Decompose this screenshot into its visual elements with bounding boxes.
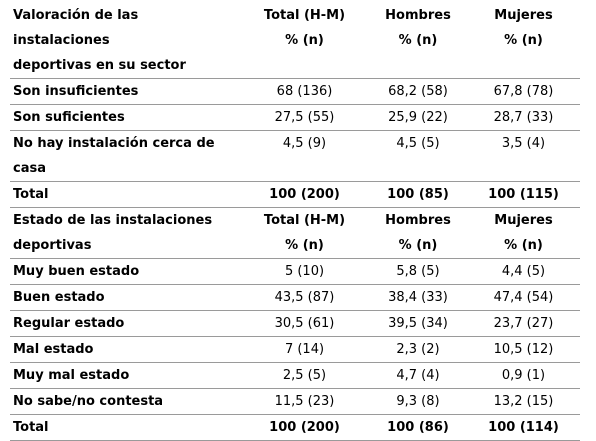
header-cell-mujeres [464, 208, 580, 259]
header-cell-label [10, 208, 237, 259]
cell-hombres: 2,3 (2) [369, 337, 464, 363]
header-line: deportivas [13, 238, 92, 253]
header-line: % (n) [504, 238, 543, 253]
cell-mujeres: 100 (115) [464, 182, 580, 208]
cell-label: No hay instalación cerca de casa [10, 131, 237, 182]
cell-total: 7 (14) [237, 337, 369, 363]
total-row [10, 182, 580, 208]
cell-hombres: 4,5 (5) [369, 131, 464, 182]
header-cell-mujeres [464, 3, 580, 79]
cell-total: 5 (10) [237, 259, 369, 285]
section-header-row [10, 3, 580, 79]
cell-hombres: 68,2 (58) [369, 79, 464, 105]
header-line: Hombres [385, 213, 451, 228]
total-row [10, 415, 580, 441]
cell-label: Mal estado [10, 337, 237, 363]
header-cell-hombres [369, 3, 464, 79]
header-line: Valoración de las instalaciones [13, 8, 139, 48]
cell-label: Total [10, 182, 237, 208]
table-row [10, 259, 580, 285]
header-line: % (n) [398, 33, 438, 48]
table-row [10, 285, 580, 311]
cell-total: 100 (200) [237, 415, 369, 441]
header-line: % (n) [504, 33, 543, 48]
table-row [10, 131, 580, 182]
cell-label: No sabe/no contesta [10, 389, 237, 415]
table-row [10, 337, 580, 363]
cell-mujeres: 100 (114) [464, 415, 580, 441]
cell-label: Buen estado [10, 285, 237, 311]
header-cell-total [237, 208, 369, 259]
header-line: Estado de las instalaciones [13, 213, 213, 228]
table-row [10, 311, 580, 337]
table-row [10, 363, 580, 389]
cell-label: Muy buen estado [10, 259, 237, 285]
cell-hombres: 100 (85) [369, 182, 464, 208]
cell-mujeres: 47,4 (54) [464, 285, 580, 311]
cell-label: Total [10, 415, 237, 441]
header-line: Mujeres [494, 213, 553, 228]
cell-mujeres: 28,7 (33) [464, 105, 580, 131]
cell-total: 11,5 (23) [237, 389, 369, 415]
header-line: Total (H-M) [263, 8, 346, 23]
cell-mujeres: 10,5 (12) [464, 337, 580, 363]
cell-total: 4,5 (9) [237, 131, 369, 182]
cell-total: 68 (136) [237, 79, 369, 105]
header-cell-total [237, 3, 369, 79]
header-line: % (n) [398, 238, 438, 253]
cell-total: 2,5 (5) [237, 363, 369, 389]
cell-label: Son suficientes [10, 105, 237, 131]
table-row [10, 79, 580, 105]
cell-hombres: 39,5 (34) [369, 311, 464, 337]
header-line: % (n) [285, 238, 324, 253]
cell-mujeres: 3,5 (4) [464, 131, 580, 182]
cell-label: Muy mal estado [10, 363, 237, 389]
cell-hombres: 5,8 (5) [369, 259, 464, 285]
table-row [10, 105, 580, 131]
cell-hombres: 38,4 (33) [369, 285, 464, 311]
cell-total: 100 (200) [237, 182, 369, 208]
data-table [10, 3, 580, 441]
cell-label: Son insuficientes [10, 79, 237, 105]
cell-total: 43,5 (87) [237, 285, 369, 311]
cell-hombres: 9,3 (8) [369, 389, 464, 415]
cell-mujeres: 67,8 (78) [464, 79, 580, 105]
table-body [10, 3, 580, 441]
cell-label: Regular estado [10, 311, 237, 337]
header-line: % (n) [285, 33, 324, 48]
cell-mujeres: 23,7 (27) [464, 311, 580, 337]
cell-hombres: 100 (86) [369, 415, 464, 441]
header-line: Mujeres [494, 8, 553, 23]
table-row [10, 389, 580, 415]
header-line: deportivas en su sector [13, 58, 186, 73]
cell-mujeres: 4,4 (5) [464, 259, 580, 285]
header-cell-label [10, 3, 237, 79]
section-header-row [10, 208, 580, 259]
cell-hombres: 4,7 (4) [369, 363, 464, 389]
header-line: Hombres [385, 8, 451, 23]
header-cell-hombres [369, 208, 464, 259]
cell-total: 27,5 (55) [237, 105, 369, 131]
cell-mujeres: 13,2 (15) [464, 389, 580, 415]
cell-hombres: 25,9 (22) [369, 105, 464, 131]
cell-mujeres: 0,9 (1) [464, 363, 580, 389]
cell-total: 30,5 (61) [237, 311, 369, 337]
header-line: Total (H-M) [263, 213, 346, 228]
